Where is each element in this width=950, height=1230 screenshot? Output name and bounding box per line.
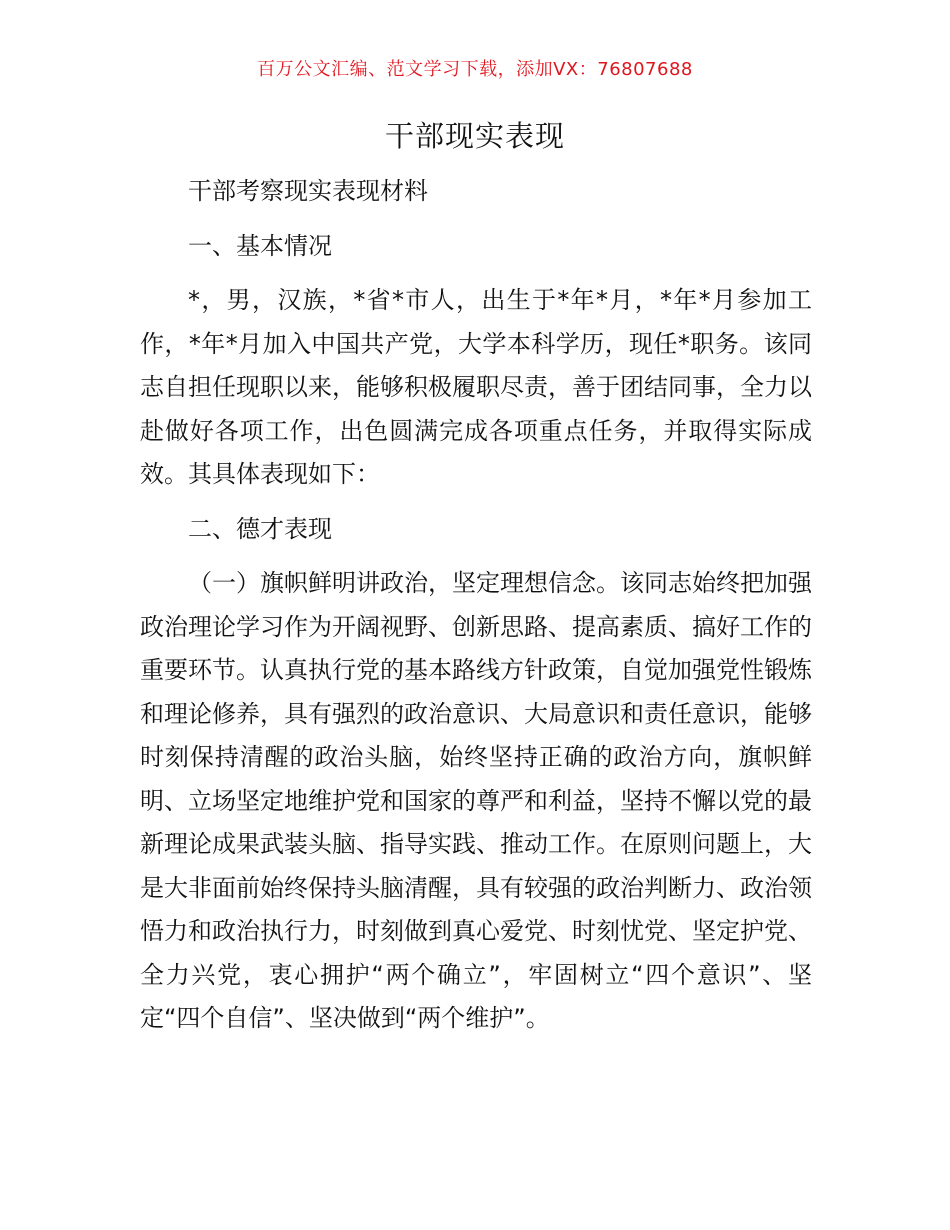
section-heading-performance: 二、德才表现 (188, 514, 332, 543)
paragraph-basic-info: *，男，汉族，*省*市人，出生于*年*月，*年*月参加工作，*年*月加入中国共产党，大学本科学历，现任*职务。该同志自担任现职以来，能够积极履职尽责，善于团结同事，全力以赴做好各项工作，出色圆满完成各项重点任务，并取得实际成效。其具体表现如下： (140, 286, 812, 488)
document-body (140, 170, 812, 1052)
section-heading-basic-info: 一、基本情况 (188, 231, 332, 260)
header-watermark: 百万公文汇编、范文学习下载，添加VX：76807688 (257, 59, 693, 80)
document-subtitle: 干部考察现实表现材料 (188, 177, 428, 205)
document-title: 干部现实表现 (384, 119, 565, 153)
paragraph-political-stance: （一）旗帜鲜明讲政治，坚定理想信念。该同志始终把加强政治理论学习作为开阔视野、创新思路、提高素质、搞好工作的重要环节。认真执行党的基本路线方针政策，自觉加强党性锻炼和理论修养，具有强烈的政治意识、大局意识和责任意识，能够时刻保持清醒的政治头脑，始终坚持正确的政治方向，旗帜鲜明、立场坚定地维护党和国家的尊严和利益，坚持不懈以党的最新理论成果武装头脑、指导实践、推动工作。在原则问题上，大是大非面前始终保持头脑清醒，具有较强的政治判断力、政治领悟力和政治执行力，时刻做到真心爱党、时刻忧党、坚定护党、全力兴党，衷心拥护“两个确立”，牢固树立“四个意识”、坚定“四个自信”、坚决做到“两个维护”。 (140, 569, 812, 1032)
